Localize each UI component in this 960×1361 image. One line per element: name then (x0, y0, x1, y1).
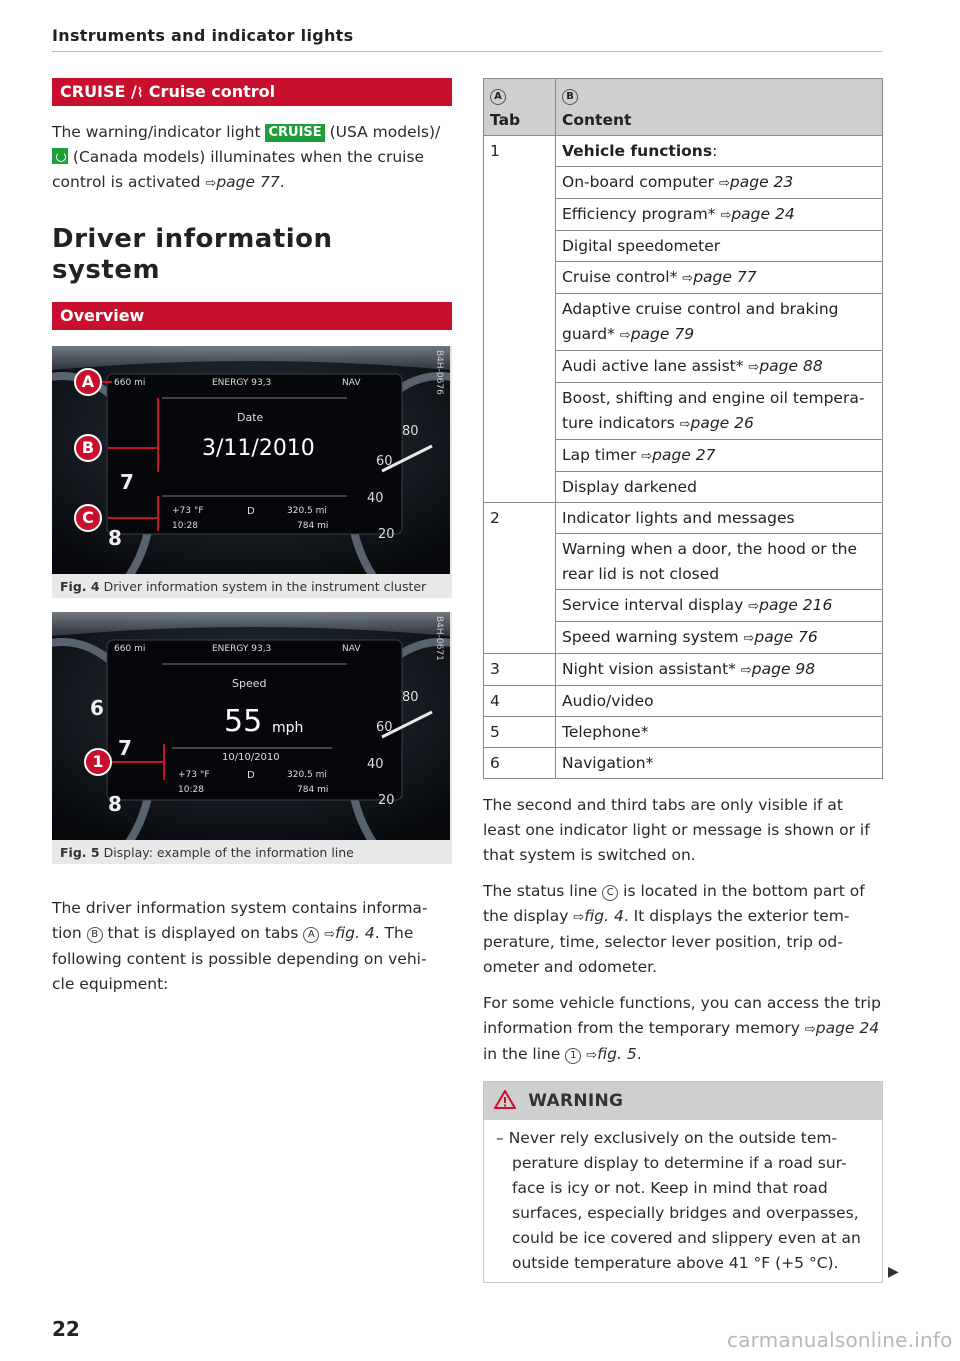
nav-readout: NAV (342, 644, 361, 654)
warning-triangle-icon (494, 1090, 516, 1109)
table-row (484, 503, 883, 534)
page-ref[interactable]: page 98 (751, 660, 816, 678)
nav-readout: NAV (342, 378, 361, 388)
callout-lines (52, 346, 450, 574)
trip-odometer: 320.5 mi (287, 506, 327, 516)
table-row (484, 748, 883, 779)
page-ref[interactable]: page 26 (690, 414, 754, 432)
cruise-canada-indicator-icon (52, 148, 68, 164)
table-row (484, 231, 883, 262)
tab-cell (484, 383, 556, 440)
tab-cell: 4 (484, 686, 556, 717)
arrow-icon: ⇨ (748, 360, 760, 375)
header-divider (52, 51, 882, 52)
main-value: 3/11/2010 (202, 436, 315, 461)
table-row (484, 686, 883, 717)
trip-odometer: 320.5 mi (287, 770, 327, 780)
overview-heading: Overview (52, 302, 452, 330)
dial-60: 60 (376, 454, 393, 469)
content-text: On-board computer (562, 173, 719, 191)
gear: D (247, 770, 255, 781)
cruise-control-heading (52, 78, 452, 106)
content-text: Efficiency program* (562, 205, 721, 223)
cruise-text-1: The warning/indicator light (52, 123, 266, 141)
content-cell (556, 383, 883, 440)
arrow-icon: ⇨ (804, 1022, 816, 1037)
cruise-page-ref[interactable]: page 77 (216, 173, 280, 191)
arrow-icon: ⇨ (324, 927, 336, 942)
caption-label: Fig. 4 (60, 579, 100, 594)
odometer: 784 mi (297, 521, 329, 531)
callout-1: 1 (84, 748, 112, 776)
table-row (484, 654, 883, 686)
page-number: 22 (52, 1317, 80, 1341)
radio-readout: ENERGY 93,3 (212, 378, 272, 388)
dial-8: 8 (108, 792, 122, 816)
gear: D (247, 506, 255, 517)
arrow-icon: ⇨ (748, 599, 760, 614)
tabs-visibility-paragraph: The second and third tabs are only visible if at least one indicator light or message is shown or if that system is switched on. (483, 796, 870, 864)
figure-5-caption (52, 840, 452, 864)
warning-header (484, 1082, 882, 1120)
cruise-heading-title: Cruise control (143, 82, 276, 101)
tab-cell: 5 (484, 717, 556, 748)
tab-cell: 1 (484, 136, 556, 167)
content-cell (556, 717, 883, 748)
table-row (484, 472, 883, 503)
content-text: Adaptive cruise control and braking guard* (562, 300, 839, 343)
dial-7: 7 (120, 470, 134, 494)
cruise-text-4: . (279, 173, 285, 191)
dial-20: 20 (378, 527, 395, 542)
content-cell (556, 590, 883, 622)
page-ref[interactable]: page 27 (652, 446, 716, 464)
content-text: Speed warning system (562, 628, 744, 646)
page-ref[interactable]: page 79 (630, 325, 695, 343)
content-cell (556, 748, 883, 779)
speed-unit: mph (272, 720, 304, 736)
content-cell (556, 686, 883, 717)
cruise-paragraph (52, 120, 452, 196)
temperature: +73 °F (172, 506, 204, 516)
content-cell (556, 231, 883, 262)
table-row (484, 534, 883, 590)
table-row (484, 136, 883, 167)
table-row (484, 622, 883, 654)
table-header-row (484, 79, 883, 136)
content-text: Vehicle functions (562, 142, 713, 160)
callout-c: C (74, 504, 102, 532)
instrument-cluster-image (52, 346, 450, 574)
marker-b: B (87, 927, 103, 943)
fig-ref[interactable]: fig. 5 (597, 1045, 637, 1063)
status-line-paragraph: The status line C is located in the bottom part of the display ⇨fig. 4. It displays the exterior tem-perature, time, selector lever position, trip od-ometer and odometer. (483, 882, 865, 976)
page-ref[interactable]: page 24 (815, 1019, 880, 1037)
page-ref[interactable]: page 77 (693, 268, 757, 286)
dial-40: 40 (367, 757, 384, 772)
content-text: Night vision assistant* (562, 660, 741, 678)
arrow-icon: ⇨ (740, 663, 752, 678)
cruise-heading-label: CRUISE / (60, 82, 137, 101)
marker-a: A (490, 89, 506, 105)
dial-40: 40 (367, 491, 384, 506)
content-cell (556, 503, 883, 534)
dial-60: 60 (376, 720, 393, 735)
tab-cell: 6 (484, 748, 556, 779)
content-text: Lap timer (562, 446, 642, 464)
content-cell (556, 440, 883, 472)
arrow-icon: ⇨ (205, 176, 217, 191)
content-suffix: : (712, 142, 718, 160)
content-text: Service interval display (562, 596, 749, 614)
table-row (484, 167, 883, 199)
page-ref[interactable]: page 76 (754, 628, 818, 646)
tab-cell: 2 (484, 503, 556, 534)
warning-body (484, 1120, 882, 1282)
caption-text: Display: example of the information line (103, 845, 354, 860)
header-content: B Content (556, 79, 883, 136)
header-tab: A Tab (484, 79, 556, 136)
section-heading: Driver information system (52, 224, 333, 285)
content-cell (556, 167, 883, 199)
cruise-usa-indicator-icon: CRUISE (265, 124, 324, 142)
line-title: Speed (232, 677, 267, 690)
table-row (484, 590, 883, 622)
table-row (484, 383, 883, 440)
odometer: 784 mi (297, 785, 329, 795)
table-row (484, 440, 883, 472)
content-cell (556, 351, 883, 383)
arrow-icon: ⇨ (586, 1048, 598, 1063)
table-row (484, 262, 883, 294)
content-text: Cruise control* (562, 268, 683, 286)
fig-ref[interactable]: fig. 4 (335, 924, 375, 942)
arrow-icon: ⇨ (682, 271, 694, 286)
continue-arrow-icon[interactable]: ▶ (888, 1264, 899, 1280)
page-ref[interactable]: page 24 (731, 205, 795, 223)
content-text: Indicator lights and messages (562, 509, 795, 527)
caption-text: Driver information system in the instrument cluster (103, 579, 427, 594)
tab-cell (484, 622, 556, 654)
callout-b: B (74, 434, 102, 462)
content-text: Audi active lane assist* (562, 357, 749, 375)
arrow-icon: ⇨ (641, 449, 653, 464)
content-text: Digital speedometer (562, 237, 721, 255)
figure-5 (52, 612, 452, 864)
trip-readout: 660 mi (114, 378, 146, 388)
tab-cell (484, 440, 556, 472)
tab-cell (484, 534, 556, 590)
dial-80: 80 (402, 424, 419, 439)
page-ref[interactable]: page 216 (759, 596, 833, 614)
content-cell (556, 472, 883, 503)
content-cell (556, 199, 883, 231)
callout-lines (52, 612, 450, 840)
time: 10:28 (178, 785, 204, 795)
left-column (52, 78, 452, 997)
callout-a: A (74, 368, 102, 396)
watermark: carmanualsonline.info (727, 1328, 953, 1352)
arrow-icon: ⇨ (743, 631, 755, 646)
dial-7: 7 (118, 736, 132, 760)
table-row (484, 717, 883, 748)
content-cell (556, 654, 883, 686)
tab-cell (484, 351, 556, 383)
tab-cell (484, 262, 556, 294)
dial-80: 80 (402, 690, 419, 705)
content-text: Telephone* (562, 723, 649, 741)
marker-a: A (303, 927, 319, 943)
content-cell (556, 262, 883, 294)
content-text: Audio/video (562, 692, 654, 710)
speed-value: 55 (224, 704, 263, 739)
tab-cell: 3 (484, 654, 556, 686)
dial-6: 6 (90, 696, 104, 720)
arrow-icon: ⇨ (679, 417, 691, 432)
overview-paragraph: The driver information system contains informa-tion B that is displayed on tabs A ⇨fig. 4. The following content is possible depending on vehi-cle equipment: (52, 899, 428, 993)
temperature: +73 °F (178, 770, 210, 780)
tab-cell (484, 231, 556, 262)
arrow-icon: ⇨ (573, 910, 585, 925)
right-column (483, 78, 883, 1283)
warning-box (483, 1081, 883, 1283)
warning-title: WARNING (528, 1091, 624, 1111)
arrow-icon: ⇨ (718, 176, 730, 191)
trip-readout: 660 mi (114, 644, 146, 654)
warning-item: – Never rely exclusively on the outside tem-perature display to determine if a road sur-face is icy or not. Keep in mind that road surfaces, especially bridges and overpasses, could be ice covered and slippery even at an outside temperature above 41 °F (+5 °C). (496, 1129, 861, 1272)
cruise-text-2: (USA models)/ (324, 123, 441, 141)
cruise-text-3: (Canada models) illuminates when the cruise control is activated (52, 148, 425, 191)
page-header: Instruments and indicator lights (52, 26, 354, 45)
marker-c: C (602, 885, 618, 901)
trip-memory-paragraph: For some vehicle functions, you can access the trip information from the temporary memory ⇨page 24 in the line 1 ⇨fig. 5. (483, 994, 881, 1063)
table-row (484, 294, 883, 351)
table-row (484, 199, 883, 231)
caption-label: Fig. 5 (60, 845, 100, 860)
tab-cell (484, 294, 556, 351)
figure-4-caption (52, 574, 452, 598)
figure-4 (52, 346, 452, 598)
dial-20: 20 (378, 793, 395, 808)
content-text: Navigation* (562, 754, 654, 772)
arrow-icon: ⇨ (720, 208, 732, 223)
information-line-image (52, 612, 450, 840)
marker-1: 1 (565, 1048, 581, 1064)
tab-content-table (483, 78, 883, 779)
tab-cell (484, 199, 556, 231)
fig-ref[interactable]: fig. 4 (584, 907, 624, 925)
table-row (484, 351, 883, 383)
content-text: Warning when a door, the hood or the rear lid is not closed (562, 540, 858, 583)
content-cell (556, 294, 883, 351)
content-text: Display darkened (562, 478, 697, 496)
page-ref[interactable]: page 88 (759, 357, 823, 375)
tab-cell (484, 472, 556, 503)
line-title: Date (237, 411, 264, 424)
info-line-value: 10/10/2010 (222, 752, 280, 763)
figure-code: B4H-0676 (434, 350, 444, 395)
arrow-icon: ⇨ (619, 328, 631, 343)
radio-readout: ENERGY 93,3 (212, 644, 272, 654)
content-text: Boost, shifting and engine oil tempera-ture indicators (562, 389, 865, 432)
content-cell (556, 136, 883, 167)
time: 10:28 (172, 521, 198, 531)
tab-cell (484, 590, 556, 622)
page-ref[interactable]: page 23 (729, 173, 794, 191)
dial-8: 8 (108, 526, 122, 550)
tab-cell (484, 167, 556, 199)
content-cell (556, 622, 883, 654)
content-cell (556, 534, 883, 590)
figure-code: B4H-0671 (434, 616, 444, 661)
marker-b: B (562, 89, 578, 105)
cruise-control-icon: ⌇ (136, 86, 144, 101)
